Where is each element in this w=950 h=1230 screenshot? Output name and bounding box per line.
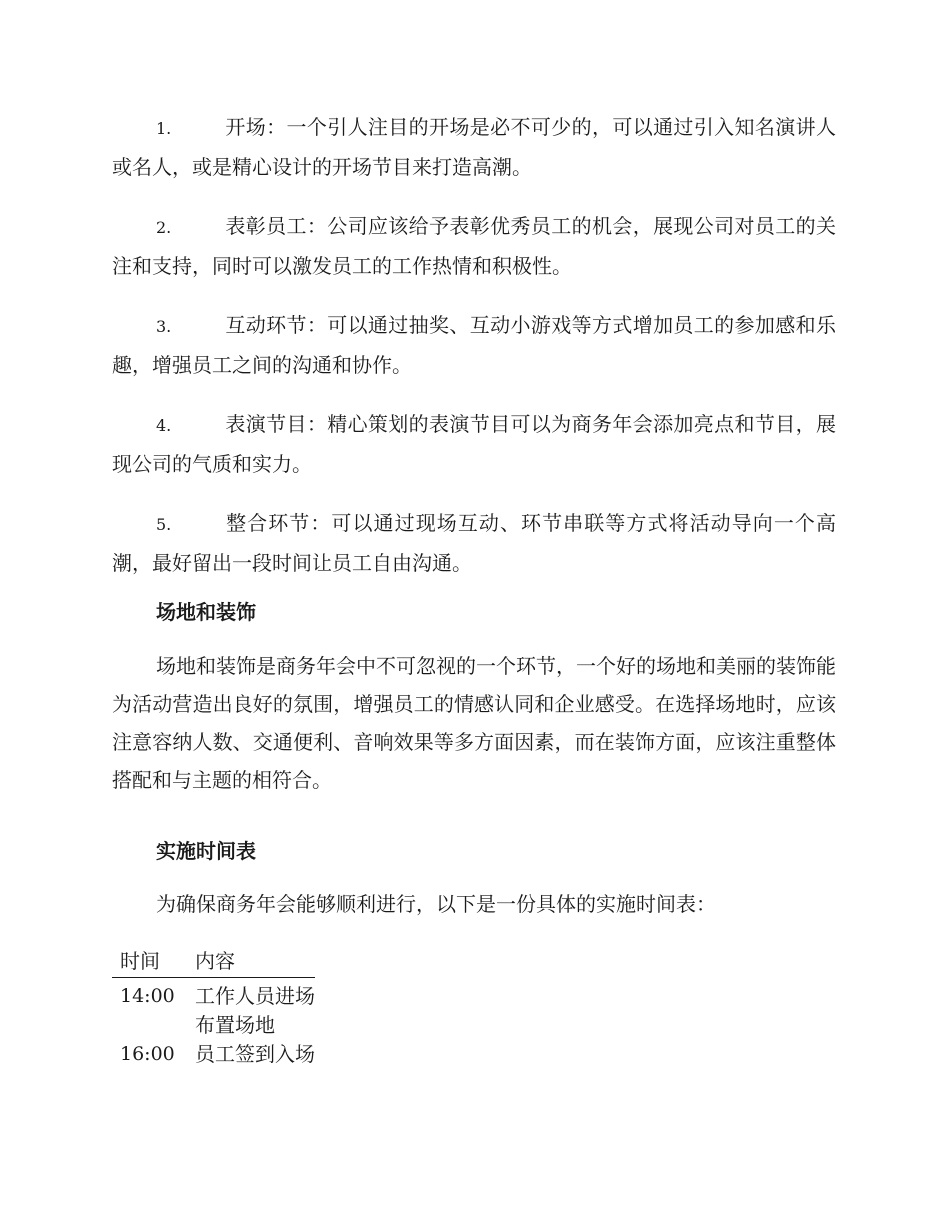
table-row bbox=[112, 978, 315, 1041]
agenda-item-3 bbox=[112, 306, 836, 384]
agenda-item-2 bbox=[112, 207, 836, 285]
agenda-list bbox=[112, 108, 836, 603]
time-cell: 14:00 bbox=[120, 985, 175, 1007]
time-cell: 16:00 bbox=[120, 1043, 175, 1065]
table-header-row bbox=[112, 945, 315, 978]
content-cell: 工作人员进场布置场地 bbox=[194, 984, 315, 1037]
list-number: 1. bbox=[156, 119, 172, 138]
content-cell: 员工签到入场 bbox=[194, 1042, 315, 1066]
list-number: 4. bbox=[156, 416, 172, 435]
agenda-item-4 bbox=[112, 405, 836, 483]
list-item-text: 开场：一个引人注目的开场是必不可少的，可以通过引入知名演讲人或名人，或是精心设计的开场节目来打造高潮。 bbox=[112, 115, 836, 179]
list-item-text: 表彰员工：公司应该给予表彰优秀员工的机会，展现公司对员工的关注和支持，同时可以激发员工的工作热情和积极性。 bbox=[112, 214, 836, 278]
column-header-time: 时间 bbox=[112, 945, 187, 978]
venue-heading: 场地和装饰 bbox=[156, 600, 256, 624]
list-item-text: 表演节目：精心策划的表演节目可以为商务年会添加亮点和节目，展现公司的气质和实力。 bbox=[112, 412, 836, 476]
agenda-item-1 bbox=[112, 108, 836, 186]
list-number: 2. bbox=[156, 218, 172, 237]
list-number: 3. bbox=[156, 317, 172, 336]
list-number: 5. bbox=[156, 515, 172, 534]
column-header-content: 内容 bbox=[187, 945, 315, 978]
table-row bbox=[112, 1040, 315, 1069]
schedule-table bbox=[112, 945, 315, 1069]
list-item-text: 整合环节：可以通过现场互动、环节串联等方式将活动导向一个高潮，最好留出一段时间让员工自由沟通。 bbox=[112, 511, 836, 575]
schedule-heading: 实施时间表 bbox=[156, 839, 256, 863]
list-item-text: 互动环节：可以通过抽奖、互动小游戏等方式增加员工的参加感和乐趣，增强员工之间的沟通和协作。 bbox=[112, 313, 836, 377]
agenda-item-5 bbox=[112, 504, 836, 582]
schedule-intro: 为确保商务年会能够顺利进行，以下是一份具体的实施时间表： bbox=[156, 892, 716, 916]
venue-paragraph: 场地和装饰是商务年会中不可忽视的一个环节，一个好的场地和美丽的装饰能为活动营造出良好的氛围，增强员工的情感认同和企业感受。在选择场地时，应该注意容纳人数、交通便利、音响效果等多方面因素，而在装饰方面，应该注重整体搭配和与主题的相符合。 bbox=[112, 654, 836, 792]
